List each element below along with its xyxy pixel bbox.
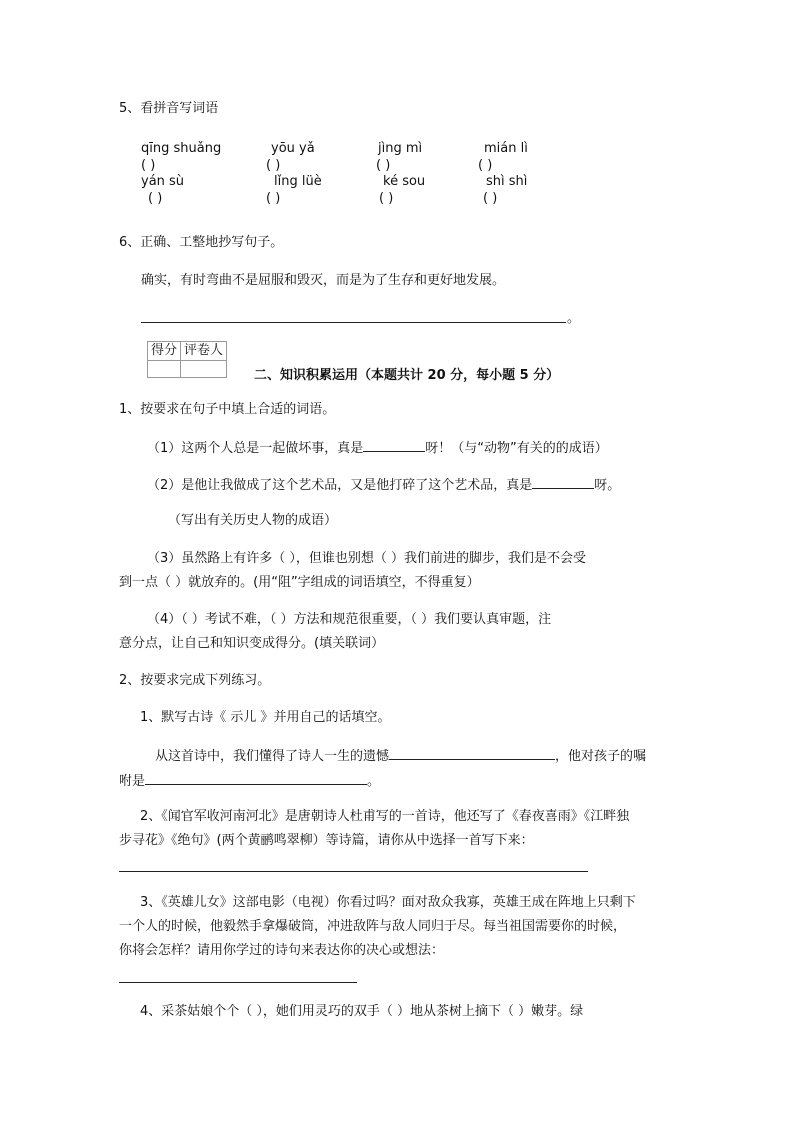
s2q2-p1-text-a: 从这首诗中，我们懂得了诗人一生的遗憾 (155, 749, 390, 764)
answer-blank[interactable] (145, 772, 367, 785)
pinyin-1: qīng shuǎng (141, 141, 222, 156)
s2q2-p2-line1: 2、《闻官军收河南河北》是唐朝诗人杜甫写的一首诗，他还写了《春夜喜雨》《江畔独 (140, 809, 630, 824)
answer-paren[interactable]: ( ) (266, 158, 281, 173)
score-label: 得分 (148, 342, 181, 361)
q6-title: 6、正确、工整地抄写句子。 (119, 235, 284, 250)
s2q2-p3-line2: 一个人的时候，他毅然手拿爆破筒，冲进敌阵与敌人同归于尽。每当祖国需要你的时候， (119, 919, 627, 934)
answer-paren[interactable]: ( ) (478, 158, 493, 173)
answer-paren[interactable]: ( ) (266, 191, 281, 206)
section-2-heading: 二、知识积累运用（本题共计 20 分，每小题 5 分） (254, 368, 560, 383)
answer-paren[interactable]: ( ) (148, 191, 163, 206)
s2q2-p4-line1: 4、采茶姑娘个个（ ），她们用灵巧的双手（ ）地从茶树上摘下（ ）嫩芽。绿 (140, 1004, 584, 1019)
pinyin-7: ké sou (383, 174, 426, 189)
s2q2-title: 2、按要求完成下列练习。 (119, 673, 271, 688)
s2q2-p1-line1 (155, 747, 646, 765)
grader-label: 评卷人 (181, 342, 227, 361)
s2q1-item1-text-a: （1）这两个人总是一起做坏事，真是 (147, 441, 364, 456)
answer-blank[interactable] (389, 747, 555, 760)
q6-sentence: 确实，有时弯曲不是屈服和毁灭，而是为了生存和更好地发展。 (141, 273, 506, 288)
s2q1-item2-note: （写出有关历史人物的成语） (168, 513, 338, 528)
pinyin-8: shì shì (486, 174, 528, 189)
s2q1-item2-text-a: （2）是他让我做成了这个艺术品，又是他打碎了这个艺术品，真是 (147, 478, 533, 493)
copy-answer-line[interactable] (141, 322, 566, 323)
s2q1-item1 (147, 439, 608, 457)
answer-paren[interactable]: ( ) (376, 158, 391, 173)
s2q1-item1-text-b: 呀！（与“动物”有关的的成语） (425, 441, 608, 456)
q6-end-mark: 。 (567, 311, 581, 326)
s2q2-p1-text-d: 。 (367, 774, 381, 789)
answer-blank[interactable] (532, 476, 594, 489)
s2q1-item3-line1: （3）虽然路上有许多（ ），但谁也别想（ ）我们前进的脚步，我们是不会受 (147, 551, 587, 566)
s2q1-item2 (147, 476, 620, 494)
s2q2-p1-text-c: 咐是 (119, 774, 146, 789)
s2q1-item3-line2: 到一点（ ）就放弃的。(用“阻”字组成的词语填空，不得重复） (119, 575, 480, 590)
s2q1-item2-text-b: 呀。 (594, 478, 621, 493)
pinyin-2: yōu yǎ (271, 141, 315, 156)
answer-paren[interactable]: ( ) (379, 191, 394, 206)
pinyin-3: jìng mì (378, 141, 423, 156)
poem-answer-line[interactable] (119, 871, 588, 872)
score-cell[interactable] (148, 361, 181, 378)
q5-title: 5、看拼音写词语 (119, 101, 219, 116)
grader-cell[interactable] (181, 361, 227, 378)
score-table (147, 341, 227, 378)
s2q1-title: 1、按要求在句子中填上合适的词语。 (119, 402, 336, 417)
pinyin-4: mián lì (484, 141, 528, 156)
s2q2-p3-line1: 3、《英雄儿女》这部电影（电视）你看过吗？面对敌众我寡，英雄王成在阵地上只剩下 (140, 895, 636, 910)
answer-paren[interactable]: ( ) (141, 158, 156, 173)
s2q2-p1-title: 1、默写古诗《 示儿 》并用自己的话填空。 (140, 710, 391, 725)
answer-paren[interactable]: ( ) (483, 191, 498, 206)
thought-answer-line[interactable] (119, 982, 357, 983)
s2q2-p2-line2: 步寻花》《绝句》(两个黄鹂鸣翠柳）等诗篇，请你从中选择一首写下来： (119, 833, 534, 848)
s2q1-item4-line2: 意分点，让自己和知识变成得分。(填关联词） (119, 636, 385, 651)
pinyin-6: lǐng lüè (274, 174, 322, 189)
s2q1-item4-line1: （4）（ ）考试不难，（ ）方法和规范很重要，（ ）我们要认真审题，注 (147, 612, 552, 627)
s2q2-p1-line2 (119, 772, 380, 790)
s2q2-p1-text-b: ，他对孩子的嘱 (555, 749, 647, 764)
s2q2-p3-line3: 你将会怎样？请用你学过的诗句来表达你的决心或想法： (119, 943, 445, 958)
answer-blank[interactable] (363, 439, 425, 452)
pinyin-5: yán sù (141, 174, 185, 189)
